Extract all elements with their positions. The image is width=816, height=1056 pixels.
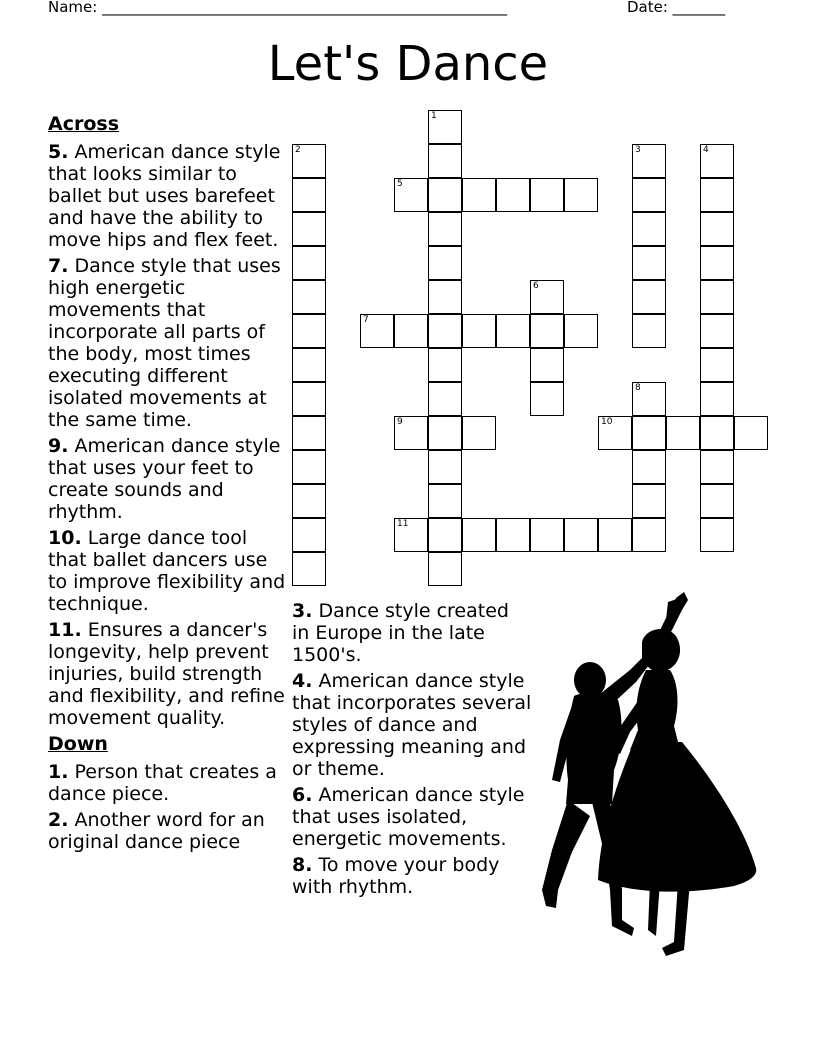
grid-cell[interactable] [292, 144, 326, 178]
across-clues [48, 113, 288, 857]
clue-down-6: 6. American dance style that uses isolated, energetic movements. [292, 784, 525, 850]
grid-cell[interactable] [564, 518, 598, 552]
grid-cell[interactable] [700, 314, 734, 348]
grid-cell[interactable] [564, 178, 598, 212]
down-heading: Down [48, 733, 108, 755]
clue-down-3: 3. Dance style created in Europe in the late 1500's. [292, 600, 509, 666]
grid-cell[interactable] [292, 314, 326, 348]
grid-cell[interactable] [734, 416, 768, 450]
grid-cell[interactable] [292, 280, 326, 314]
grid-cell[interactable] [632, 144, 666, 178]
grid-cell[interactable] [700, 212, 734, 246]
grid-cell[interactable] [700, 416, 734, 450]
grid-cell[interactable] [394, 518, 428, 552]
grid-cell[interactable] [462, 314, 496, 348]
grid-cell[interactable] [462, 416, 496, 450]
grid-cell-number: 9 [397, 416, 403, 427]
down-clues-continued [292, 600, 532, 902]
clue-across-11: 11. Ensures a dancer's longevity, help prevent injuries, build strength and flexibility, and refine movement quality. [48, 619, 285, 729]
grid-cell[interactable] [598, 518, 632, 552]
grid-cell[interactable] [428, 144, 462, 178]
grid-cell[interactable] [292, 348, 326, 382]
grid-cell[interactable] [428, 552, 462, 586]
grid-cell[interactable] [428, 280, 462, 314]
grid-cell[interactable] [632, 178, 666, 212]
grid-cell-number: 10 [601, 416, 613, 427]
page-title: Let's Dance [267, 36, 549, 92]
grid-cell[interactable] [700, 144, 734, 178]
grid-cell[interactable] [530, 348, 564, 382]
grid-cell[interactable] [496, 178, 530, 212]
grid-cell-number: 8 [635, 382, 641, 393]
grid-cell-number: 6 [533, 280, 539, 291]
grid-cell[interactable] [632, 518, 666, 552]
grid-cell[interactable] [700, 518, 734, 552]
grid-cell[interactable] [564, 314, 598, 348]
dancing-couple-silhouette [538, 590, 760, 960]
grid-cell[interactable] [428, 246, 462, 280]
grid-cell[interactable] [700, 246, 734, 280]
grid-cell[interactable] [360, 314, 394, 348]
grid-cell[interactable] [428, 348, 462, 382]
grid-cell[interactable] [428, 382, 462, 416]
grid-cell[interactable] [632, 246, 666, 280]
grid-cell-number: 2 [295, 144, 301, 155]
grid-cell[interactable] [632, 382, 666, 416]
grid-cell[interactable] [428, 416, 462, 450]
grid-cell[interactable] [292, 416, 326, 450]
clue-across-5: 5. American dance style that looks similar to ballet but uses barefeet and have the ability to move hips and flex feet. [48, 141, 281, 251]
grid-cell[interactable] [394, 416, 428, 450]
clue-across-10: 10. Large dance tool that ballet dancers use to improve flexibility and technique. [48, 527, 286, 615]
grid-cell[interactable] [292, 484, 326, 518]
grid-cell[interactable] [292, 552, 326, 586]
grid-cell[interactable] [496, 314, 530, 348]
grid-cell[interactable] [394, 178, 428, 212]
grid-cell[interactable] [700, 348, 734, 382]
grid-cell[interactable] [292, 450, 326, 484]
grid-cell[interactable] [292, 212, 326, 246]
grid-cell[interactable] [700, 484, 734, 518]
grid-cell[interactable] [632, 280, 666, 314]
grid-cell[interactable] [292, 246, 326, 280]
grid-cell-number: 5 [397, 178, 403, 189]
grid-cell[interactable] [700, 178, 734, 212]
clue-down-1: 1. Person that creates a dance piece. [48, 761, 277, 805]
grid-cell[interactable] [428, 110, 462, 144]
grid-cell[interactable] [428, 212, 462, 246]
clue-down-2: 2. Another word for an original dance piece [48, 809, 265, 853]
grid-cell[interactable] [496, 518, 530, 552]
grid-cell[interactable] [428, 314, 462, 348]
grid-cell[interactable] [530, 314, 564, 348]
grid-cell[interactable] [530, 178, 564, 212]
grid-cell[interactable] [428, 518, 462, 552]
clue-across-9: 9. American dance style that uses your feet to create sounds and rhythm. [48, 435, 281, 523]
grid-cell[interactable] [292, 382, 326, 416]
grid-cell[interactable] [292, 178, 326, 212]
grid-cell[interactable] [530, 518, 564, 552]
clue-down-8: 8. To move your body with rhythm. [292, 854, 500, 898]
grid-cell[interactable] [530, 382, 564, 416]
grid-cell-number: 11 [397, 518, 409, 529]
grid-cell[interactable] [428, 178, 462, 212]
grid-cell[interactable] [530, 280, 564, 314]
grid-cell[interactable] [428, 484, 462, 518]
grid-cell[interactable] [632, 484, 666, 518]
grid-cell[interactable] [700, 450, 734, 484]
across-heading: Across [48, 113, 120, 135]
grid-cell[interactable] [700, 280, 734, 314]
grid-cell[interactable] [292, 518, 326, 552]
grid-cell-number: 3 [635, 144, 641, 155]
grid-cell[interactable] [462, 178, 496, 212]
grid-cell[interactable] [632, 450, 666, 484]
grid-cell-number: 7 [363, 314, 369, 325]
date-field-label: Date: _______ [627, 0, 726, 16]
grid-cell-number: 4 [703, 144, 709, 155]
grid-cell[interactable] [632, 212, 666, 246]
grid-cell[interactable] [428, 450, 462, 484]
grid-cell[interactable] [632, 314, 666, 348]
grid-cell[interactable] [632, 416, 666, 450]
grid-cell[interactable] [598, 416, 632, 450]
grid-cell[interactable] [394, 314, 428, 348]
clue-down-4: 4. American dance style that incorporates several styles of dance and expressing meaning and or theme. [292, 670, 532, 780]
grid-cell-number: 1 [431, 110, 437, 121]
grid-cell[interactable] [666, 416, 700, 450]
clue-across-7: 7. Dance style that uses high energetic movements that incorporate all parts of the body, most times executing different isolated movements at the same time. [48, 255, 281, 431]
grid-cell[interactable] [700, 382, 734, 416]
grid-cell[interactable] [462, 518, 496, 552]
name-field-label: Name: ______________________________________________________ [48, 0, 508, 16]
